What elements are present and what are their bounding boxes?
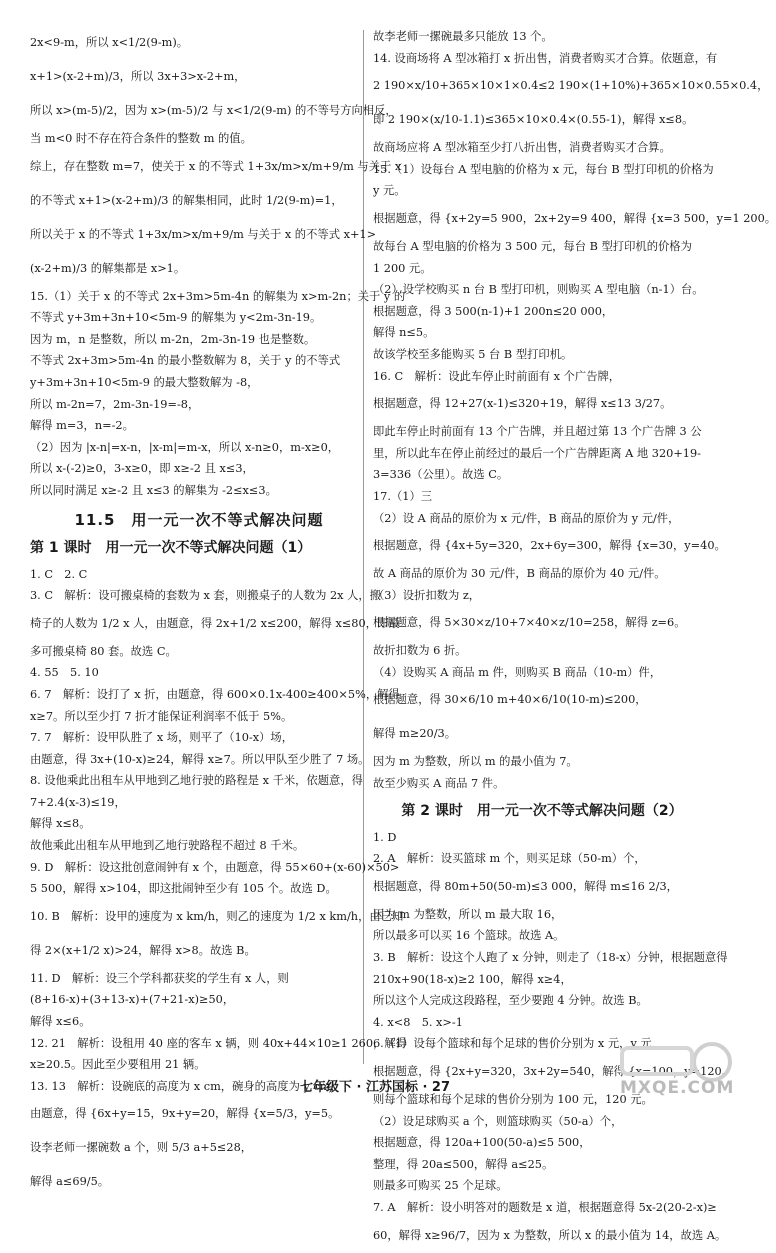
- answer-line: 根据题意，得 5×30×z/10+7×40×z/10=258，解得 z=6。: [373, 616, 686, 630]
- answer-line: 即此车停止时前面有 13 个广告牌，并且超过第 13 个广告牌 3 公: [373, 425, 702, 439]
- answer-line: 7. 7 解析：设甲队胜了 x 场，则平了（10-x）场，: [30, 731, 294, 745]
- answer-line: 因为 m 为整数，所以 m 最大取 16，: [373, 907, 563, 921]
- answer-line: 则最多可购买 25 个足球。: [373, 1179, 508, 1193]
- lesson1-title: 第 1 课时 用一元一次不等式解决问题（1）: [30, 539, 312, 556]
- answer-line: 根据题意，得 80m+50(50-m)≤3 000，解得 m≤16 2/3，: [373, 879, 678, 893]
- answer-line: 6. 7 解析：设打了 x 折，由题意，得 600×0.1x-400≥400×5%，解得: [30, 687, 400, 701]
- answer-line: 故每台 A 型电脑的价格为 3 500 元，每台 B 型打印机的价格为: [373, 239, 692, 253]
- answer-line: 9. D 解析：设这批创意闹钟有 x 个，由题意，得 55×60+(x-60)×50>: [30, 860, 400, 874]
- answer-line: 故折扣数为 6 折。: [373, 644, 467, 658]
- answer-line: 根据题意，得 {2x+y=320，3x+2y=540，解得 {x=100，y=120。: [373, 1065, 733, 1078]
- answer-line: 解得 x≤8。: [30, 817, 91, 831]
- answer-line: 所以关于 x 的不等式 1+3x/m>x/m+9/m 与关于 x 的不等式 x+1>: [30, 227, 377, 241]
- answer-line: 所以最多可以买 16 个篮球。故选 A。: [373, 929, 565, 943]
- answer-line: 故至少购买 A 商品 7 件。: [373, 777, 505, 791]
- answer-line: 综上，存在整数 m=7，使关于 x 的不等式 1+3x/m>x/m+9/m 与关于 x: [30, 159, 402, 173]
- answer-line: 故 A 商品的原价为 30 元/件，B 商品的原价为 40 元/件。: [373, 567, 666, 581]
- answer-line: 根据题意，得 12+27(x-1)≤320+19，解得 x≤13 3/27。: [373, 397, 672, 411]
- page-footer: 七年级下 · 江苏国标 · 27: [299, 1080, 451, 1095]
- answer-line: x≥20.5。因此至少要租用 21 辆。: [30, 1058, 206, 1072]
- right-answers-part-a: [373, 26, 776, 795]
- answer-line: （2）因为 |x-n|=x-n，|x-m|=m-x，所以 x-n≥0，m-x≥0，: [30, 440, 340, 454]
- answer-line: 所以 x>(m-5)/2，因为 x>(m-5)/2 与 x<1/2(9-m) 的不等号方向相反，: [30, 104, 397, 117]
- answer-line: 4. x<8 5. x>-1: [373, 1015, 463, 1029]
- answer-line: 由题意，得 3x+(10-x)≥24，解得 x≥7。所以甲队至少胜了 7 场。: [30, 752, 370, 766]
- lesson2-title: 第 2 课时 用一元一次不等式解决问题（2）: [401, 802, 683, 819]
- answer-line: (x-2+m)/3 的解集都是 x>1。: [30, 261, 186, 275]
- answer-line: 所以 x-(-2)≥0，3-x≥0，即 x≥-2 且 x≤3，: [30, 462, 254, 476]
- answer-line: 得 2×(x+1/2 x)>24，解得 x>8。故选 B。: [30, 943, 256, 957]
- answer-line: 根据题意，得 120a+100(50-a)≤5 500，: [373, 1136, 591, 1150]
- answer-line: 7+2.4(x-3)≤19，: [30, 795, 126, 809]
- answer-line: y 元。: [373, 184, 406, 198]
- answer-line: 3=336（公里）。故选 C。: [373, 468, 509, 482]
- answer-line: y+3m+3n+10<5m-9 的最大整数解为 -8，: [30, 375, 259, 389]
- answer-line: 因为 m，n 是整数，所以 m-2n，2m-3n-19 也是整数。: [30, 332, 316, 346]
- answer-line: 故李老师一摞碗最多只能放 13 个。: [373, 30, 553, 43]
- answer-line: 椅子的人数为 1/2 x 人，由题意，得 2x+1/2 x≤200，解得 x≤80，即最: [30, 616, 400, 630]
- answer-line: 所以 m-2n=7，2m-3n-19=-8，: [30, 397, 200, 411]
- answer-line: 14. 设商场将 A 型冰箱打 x 折出售，消费者购买才合算。依题意，有: [373, 51, 718, 65]
- answer-line: x≥7。所以至少打 7 折才能保证利润率不低于 5%。: [30, 709, 293, 723]
- answer-line: 5 500，解得 x>104，即这批闹钟至少有 105 个。故选 D。: [30, 882, 337, 896]
- answer-line: 不等式 y+3m+3n+10<5m-9 的解集为 y<2m-3n-19。: [30, 311, 322, 325]
- answer-line: 12. 21 解析：设租用 40 座的客车 x 辆，则 40x+44×10≥1 260，解得: [30, 1036, 407, 1050]
- answer-line: 2x<9-m，所以 x<1/2(9-m)。: [30, 36, 189, 49]
- answer-line: 解得 x≤6。: [30, 1015, 91, 1029]
- answer-line: 1. C 2. C: [30, 567, 88, 581]
- answer-line: 解得 m=3，n=-2。: [30, 419, 134, 433]
- answer-line: 1. D: [373, 830, 397, 844]
- answer-line: (8+16-x)+(3+13-x)+(7+21-x)≥50，: [30, 993, 235, 1007]
- answer-line: 10. B 解析：设甲的速度为 x km/h，则乙的速度为 1/2 x km/h，由已知: [30, 909, 404, 923]
- answer-line: （2）设 A 商品的原价为 x 元/件，B 商品的原价为 y 元/件，: [373, 511, 680, 525]
- answer-line: 故他乘此出租车从甲地到乙地行驶路程不超过 8 千米。: [30, 839, 305, 853]
- answer-line: （3）设折扣数为 z，: [373, 588, 481, 602]
- answer-line: 即 2 190×(x/10-1.1)≤365×10×0.4×(0.55-1)，解得 x≤8。: [373, 113, 694, 127]
- answer-line: 根据题意，得 30×6/10 m+40×6/10(10-m)≤200，: [373, 693, 647, 707]
- answer-line: 设李老师一摞碗数 a 个，则 5/3 a+5≤28，: [30, 1141, 253, 1155]
- answer-line: 210x+90(18-x)≥2 100，解得 x≥4，: [373, 972, 572, 986]
- answer-line: 15.（1）设每台 A 型电脑的价格为 x 元，每台 B 型打印机的价格为: [373, 162, 714, 176]
- answer-line: 4. 55 5. 10: [30, 666, 99, 680]
- answer-line: 2 190×x/10+365×10×1×0.4≤2 190×(1+10%)+365×10×0.55×0.4，: [373, 79, 769, 93]
- answer-line: 2. A 解析：设买篮球 m 个，则买足球（50-m）个，: [373, 852, 646, 866]
- answer-line: 8. 设他乘此出租车从甲地到乙地行驶的路程是 x 千米，依题意，得: [30, 774, 363, 788]
- answer-line: 当 m<0 时不存在符合条件的整数 m 的值。: [30, 132, 252, 145]
- answer-line: （4）设购买 A 商品 m 件，则购买 B 商品（10-m）件，: [373, 665, 662, 679]
- answer-line: 所以这个人完成这段路程，至少要跑 4 分钟。故选 B。: [373, 994, 648, 1008]
- answer-line: 11. D 解析：设三个学科都获奖的学生有 x 人，则: [30, 971, 289, 985]
- answer-line: 16. C 解析：设此车停止时前面有 x 个广告牌，: [373, 369, 621, 383]
- answer-line: x+1>(x-2+m)/3，所以 3x+3>x-2+m，: [30, 70, 246, 83]
- answer-line: 里，所以此车在停止前经过的最后一个广告牌距离 A 地 320+19-: [373, 446, 701, 460]
- answer-line: 解得 a≤69/5。: [30, 1175, 110, 1189]
- answer-line: 多可搬桌椅 80 套。故选 C。: [30, 644, 177, 658]
- answer-line: 解得 n≤5。: [373, 326, 435, 340]
- answer-line: 3. C 解析：设可搬桌椅的套数为 x 套，则搬桌子的人数为 2x 人，搬: [30, 589, 382, 603]
- answer-line: 6.（1）设每个篮球和每个足球的售价分别为 x 元，y 元，: [373, 1037, 664, 1051]
- answer-line: 故该学校至多能购买 5 台 B 型打印机。: [373, 347, 573, 361]
- answer-line: 解得 m≥20/3。: [373, 727, 457, 741]
- answer-line: 1 200 元。: [373, 261, 432, 275]
- watermark-text: MXQE.COM: [620, 1078, 735, 1098]
- section-title: 11.5 用一元一次不等式解决问题: [74, 510, 324, 529]
- answer-line: 所以同时满足 x≥-2 且 x≤3 的解集为 -2≤x≤3。: [30, 483, 277, 497]
- answer-line: 整理，得 20a≤500，解得 a≤25。: [373, 1157, 554, 1171]
- answer-line: 13. 13 解析：设碗底的高度为 x cm，碗身的高度为 y cm，: [30, 1079, 342, 1093]
- answer-line: 根据题意，得 {x+2y=5 900，2x+2y=9 400，解得 {x=3 500，y=1 200。: [373, 211, 776, 225]
- answer-line: 由题意，得 {6x+y=15，9x+y=20，解得 {x=5/3，y=5。: [30, 1107, 340, 1121]
- answer-line: 不等式 2x+3m>5m-4n 的最小整数解为 8，关于 y 的不等式: [30, 354, 341, 368]
- answer-line: 60，解得 x≥96/7，因为 x 为整数，所以 x 的最小值为 14，故选 A。: [373, 1228, 727, 1242]
- answer-line: 3. B 解析：设这个人跑了 x 分钟，则走了（18-x）分钟，根据题意得: [373, 951, 728, 965]
- answer-line: （2）设学校购买 n 台 B 型打印机，则购买 A 型电脑（n-1）台。: [373, 283, 704, 297]
- answer-line: 则每个篮球和每个足球的售价分别为 100 元，120 元。: [373, 1093, 653, 1106]
- answer-line: 故商场应将 A 型冰箱至少打八折出售，消费者购买才合算。: [373, 141, 671, 155]
- answer-line: 因为 m 为整数，所以 m 的最小值为 7。: [373, 755, 578, 769]
- answer-line: 7. A 解析：设小明答对的题数是 x 道，根据题意得 5x-2(20-2-x)≥: [373, 1200, 717, 1214]
- answer-line: 根据题意，得 {4x+5y=320，2x+6y=300，解得 {x=30，y=40。: [373, 539, 726, 553]
- answer-line: （2）设足球购买 a 个，则篮球购买（50-a）个，: [373, 1114, 623, 1128]
- answer-line: 的不等式 x+1>(x-2+m)/3 的解集相同，此时 1/2(9-m)=1，: [30, 193, 343, 207]
- answer-line: 17.（1）三: [373, 489, 433, 503]
- answer-line: 根据题意，得 3 500(n-1)+1 200n≤20 000，: [373, 304, 614, 318]
- answer-line: 15.（1）关于 x 的不等式 2x+3m>5m-4n 的解集为 x>m-2n；关于 y 的: [30, 289, 406, 303]
